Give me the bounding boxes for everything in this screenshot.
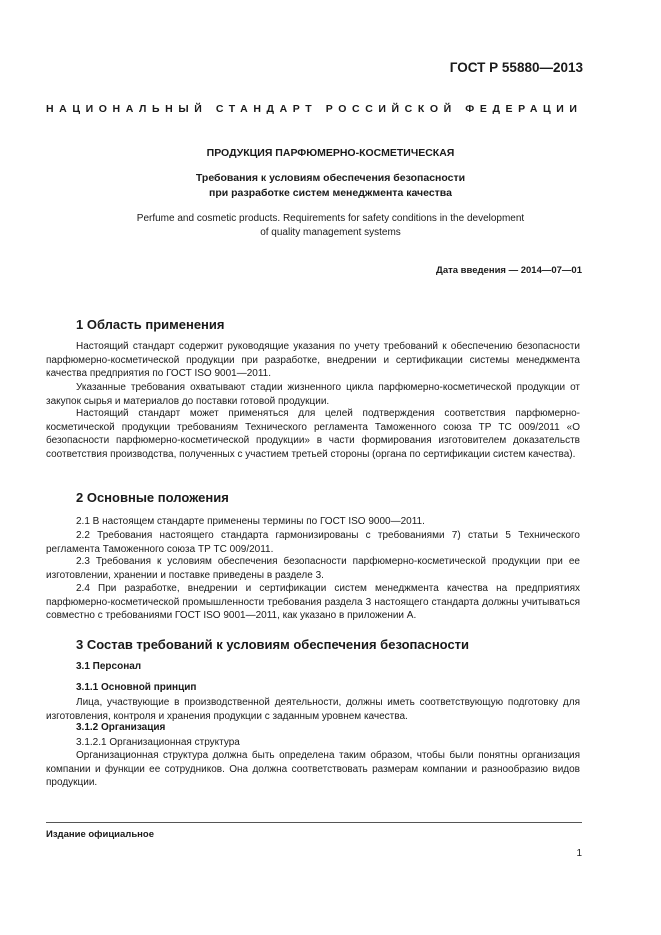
section-2-heading: 2 Основные положения — [76, 490, 229, 505]
english-title — [40, 212, 621, 240]
english-title-line-1: Perfume and cosmetic products. Requirements for safety conditions in the development — [136, 213, 525, 224]
section-1-heading: 1 Область применения — [76, 317, 225, 332]
document-subtitle — [40, 171, 621, 201]
subsection-3-1-1-heading: 3.1.1 Основной принцип — [76, 682, 197, 693]
section-1-paragraph-1: Настоящий стандарт содержит руководящие указания по учету требований к обеспечению безопасности парфюмерно-косметической продукции при разработке, внедрении и сертификации системы менеджмента качества предприятия по ГОСТ ISO 9001—2011. — [46, 341, 580, 379]
document-number: ГОСТ Р 55880—2013 — [449, 60, 583, 75]
subsection-3-1-2-1-paragraph: Организационная структура должна быть определена таким образом, чтобы были понятны организация компании и функции ее сотрудников. Она должна соответствовать размерам компании и разнообразию видов продукции. — [46, 750, 580, 788]
section-1-paragraph-2: Указанные требования охватывают стадии жизненного цикла парфюмерно-косметической продукции от закупок сырья и материалов до поставки готовой продукции. — [46, 382, 580, 407]
english-title-line-2: of quality management systems — [260, 227, 401, 238]
official-edition-label: Издание официальное — [46, 829, 154, 840]
document-title: ПРОДУКЦИЯ ПАРФЮМЕРНО-КОСМЕТИЧЕСКАЯ — [206, 147, 455, 159]
section-3-heading: 3 Состав требований к условиям обеспечения безопасности — [76, 637, 470, 652]
page-number: 1 — [576, 848, 582, 859]
section-2-paragraph-3: 2.3 Требования к условиям обеспечения безопасности парфюмерно-косметической продукции при ее изготовлении, хранении и поставке приведены в разделе 3. — [46, 556, 580, 581]
national-standard-banner: НАЦИОНАЛЬНЫЙ СТАНДАРТ РОССИЙСКОЙ ФЕДЕРАЦИИ — [46, 103, 583, 115]
section-2-paragraph-2: 2.2 Требования настоящего стандарта гармонизированы с требованиями 7) статьи 5 Технического регламента Таможенного союза ТР ТС 009/2011. — [46, 530, 580, 555]
section-1-paragraph-3: Настоящий стандарт может применяться для целей подтверждения соответствия парфюмерно-косметической продукции требованиям Технического регламента Таможенного союза ТР ТС 009/2011 «О безопасности парфюмерно-косметической продукции» в части формирования изготовителем доказательств соответствия производства, полученных с участием третьей стороны (органа по сертификации систем качества). — [46, 408, 580, 460]
subtitle-line-2: при разработке систем менеджмента качества — [209, 187, 452, 199]
subsection-3-1-2-1-title: 3.1.2.1 Организационная структура — [76, 737, 240, 748]
subtitle-line-1: Требования к условиям обеспечения безопасности — [195, 172, 466, 184]
subsection-3-1-heading: 3.1 Персонал — [76, 661, 142, 672]
footer-divider — [46, 822, 582, 823]
subsection-3-1-2-heading: 3.1.2 Организация — [76, 722, 166, 733]
introduction-date: Дата введения — 2014—07—01 — [436, 265, 582, 276]
section-2-paragraph-1: 2.1 В настоящем стандарте применены термины по ГОСТ ISO 9000—2011. — [76, 516, 425, 527]
section-2-paragraph-4: 2.4 При разработке, внедрении и сертификации систем менеджмента качества на предприятиях парфюмерно-косметической промышленности требования раздела 3 настоящего стандарта должны учитываться совместно с требованиями ГОСТ ISO 9001—2011, как указано в приложении А. — [46, 583, 580, 621]
subsection-3-1-1-paragraph: Лица, участвующие в производственной деятельности, должны иметь соответствующую подготовку для изготовления, контроля и хранения продукции с заданным уровнем качества. — [46, 697, 580, 722]
